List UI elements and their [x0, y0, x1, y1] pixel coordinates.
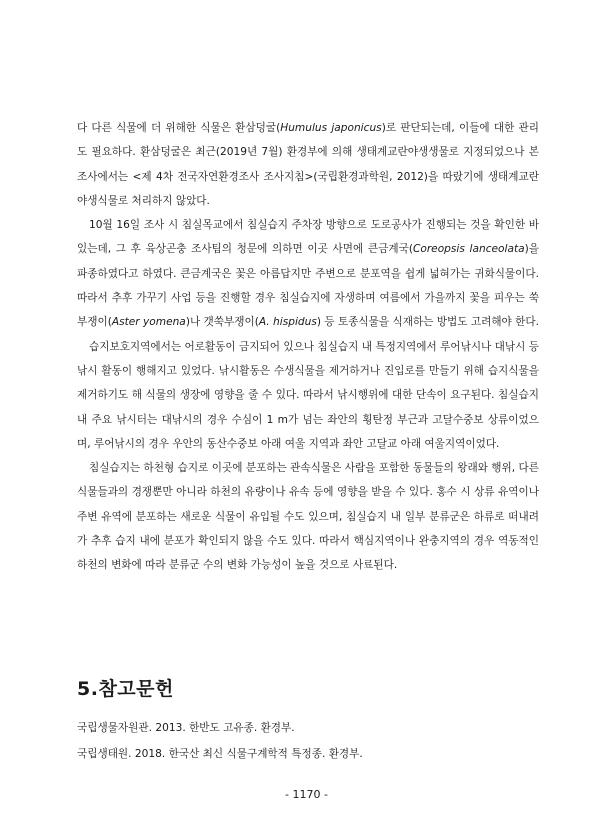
reference-item: 국립생태원. 2018. 한국산 최신 식물구계학적 특정종. 환경부.: [77, 748, 363, 760]
text-run: 습지보호지역에서는 어로활동이 금지되어 있으나 침실습지 내 특정지역에서 루어낚시나 대낚시 등 낚시 활동이 행해지고 있었다. 낚시활동은 수생식물을 제거하거나 진입로를 만들기 위해 습지식물을 제거하기도 해 식물의 생장에 영향을 줄 수 있다. 따라서 낚시행위에 대한 단속이 요구된다. 침실습지 내 주요 낚시터는 대낚시의 경우 수심이 1 m가 넘는 좌안의 횡탄정 부근과 고달수중보 상류이었으며, 루어낚시의 경우 우안의 동산수중보 아래 여울 지역과 좌안 고달교 아래 여울지역이었다.: [77, 340, 539, 450]
text-run: 다 다른 식물에 더 위해한 식물은 환삼덩굴(: [77, 122, 281, 134]
reference-item: 국립생물자원관. 2013. 한반도 고유종. 환경부.: [77, 722, 295, 734]
paragraph-1: [77, 116, 539, 213]
text-run: )로 판단되는데, 이들에 대한 관리도 필요하다. 환삼덩굴은 최근(2019년 7월) 환경부에 의해 생태계교란야생생물로 지정되었으나 본 조사에서는 <제 4차 전국자연환경조사 조사지침>(국립환경과학원, 2012)을 따랐기에 생태계교란야생식물로 처리하지 않았다.: [77, 122, 539, 207]
text-run: )나 갯쑥부쟁이(: [185, 316, 259, 329]
text-run: 침실습지는 하천형 습지로 이곳에 분포하는 관속식물은 사람을 포함한 동물들의 왕래와 행위, 다른 식물들과의 경쟁뿐만 아니라 하천의 유량이나 유속 등에 영향을 받을 수 있다. 홍수 시 상류 유역이나 주변 유역에 분포하는 새로운 식물이 유입될 수도 있으며, 침실습지 내 일부 분류군은 하류로 떠내려가 추후 습지 내에 분포가 확인되지 않을 수도 있다. 따라서 핵심지역이나 완충지역의 경우 역동적인 하천의 변화에 따라 분류군 수의 변화 가능성이 높을 것으로 사료된다.: [77, 462, 539, 572]
body-text: [77, 116, 539, 578]
scientific-name: A. hispidus: [258, 316, 317, 329]
text-run: )을 파종하였다고 하였다. 큰금계국은 꽃은 아름답지만 주변으로 분포역을 쉽게 넓혀가는 귀화식물이다. 따라서 추후 가꾸기 사업 등을 진행할 경우 침실습지에 자생하며 여름에서 가을까지 꽃을 피우는 쑥부쟁이(: [77, 243, 539, 329]
paragraph-2: [77, 213, 539, 334]
section-heading-references: 5.참고문헌: [77, 678, 174, 700]
paragraph-4: [77, 456, 539, 577]
scientific-name: Coreopsis lanceolata: [412, 243, 525, 256]
reference-list: [77, 715, 539, 767]
page-number: - 1170 -: [285, 788, 328, 801]
text-run: 10월 16일 조사 시 침실목교에서 침실습지 주차장 방향으로 도로공사가 진행되는 것을 확인한 바 있는데, 그 후 육상곤충 조사팀의 청문에 의하면 이곳 사면에 큰금계국(: [77, 219, 539, 256]
scientific-name: Humulus japonicus: [280, 122, 382, 134]
text-run: ) 등 토종식물을 식재하는 방법도 고려해야 한다.: [316, 316, 539, 329]
scientific-name: Aster yomena: [111, 316, 186, 329]
paragraph-3: [77, 335, 539, 456]
